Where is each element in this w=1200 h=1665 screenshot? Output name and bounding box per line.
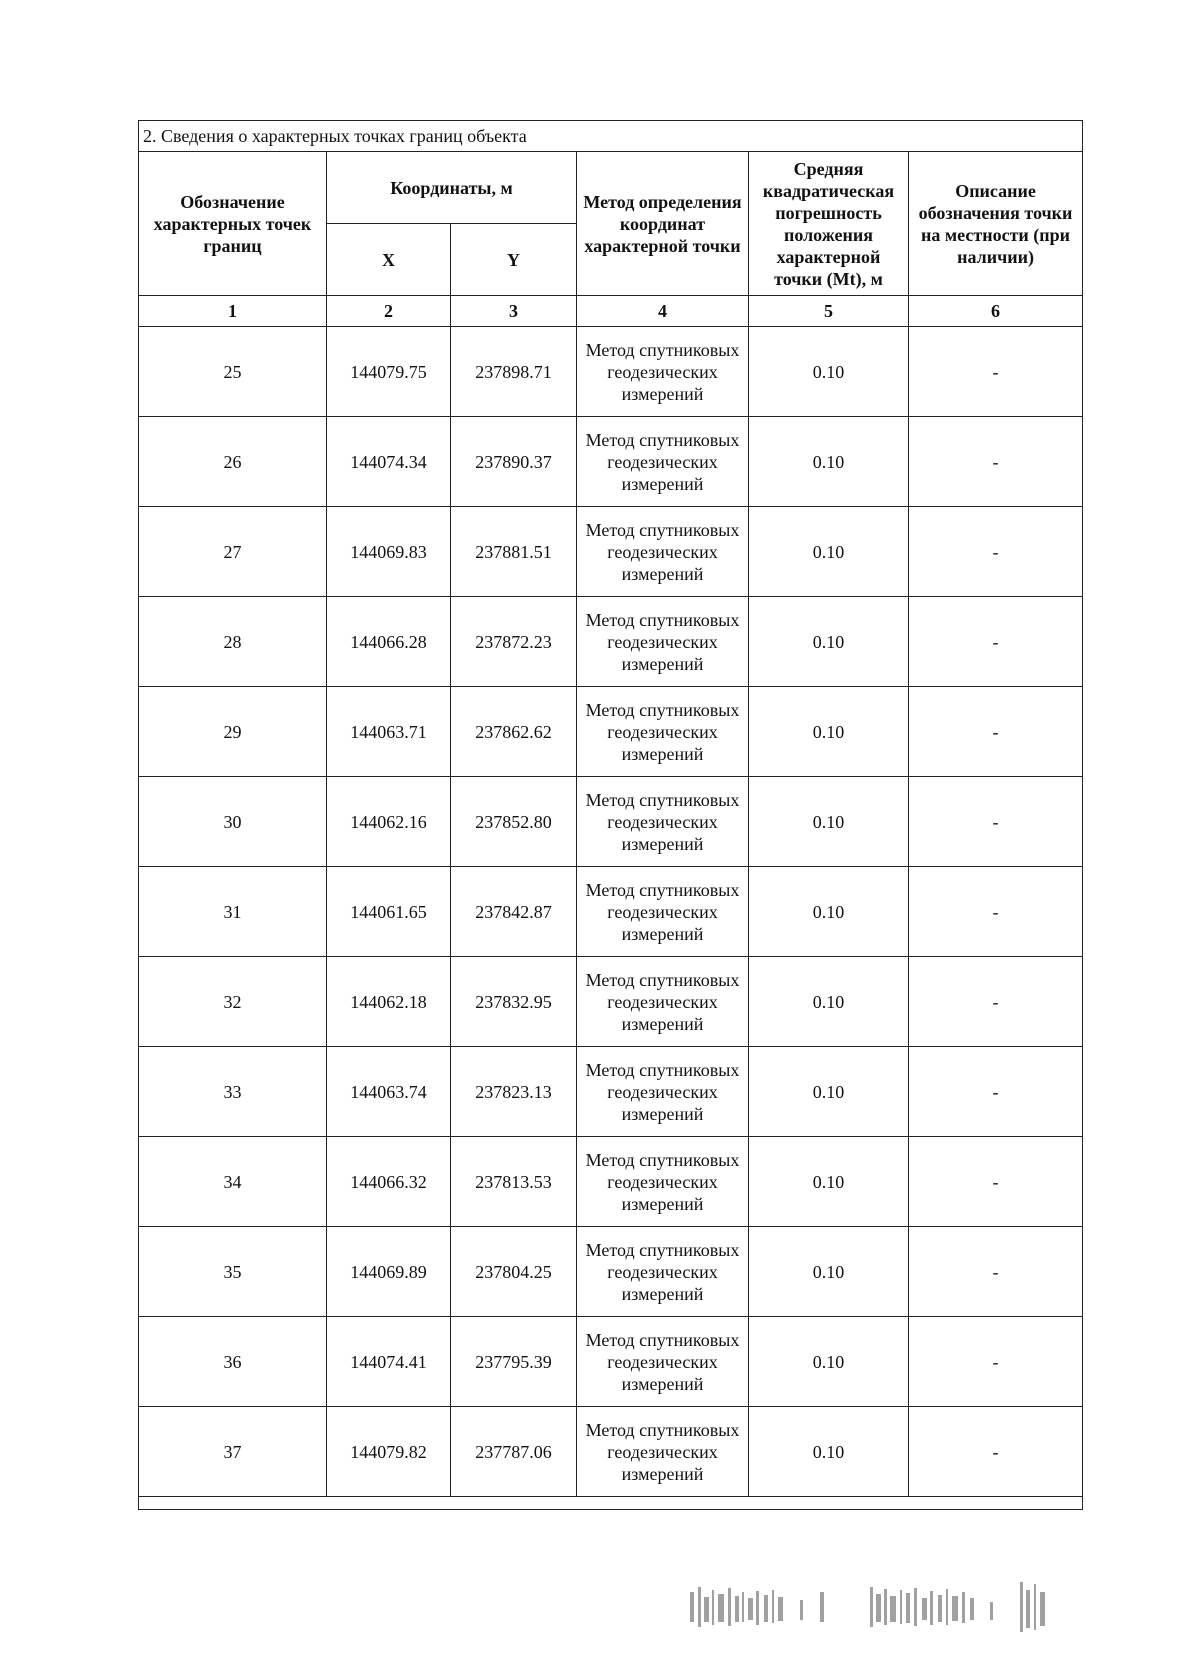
point-cell: 32	[139, 957, 327, 1047]
x-coordinate-cell: 144069.89	[327, 1227, 451, 1317]
table-row	[139, 417, 1083, 507]
point-cell: 26	[139, 417, 327, 507]
point-cell: 27	[139, 507, 327, 597]
method-cell: Метод спутниковых геодезических измерений	[577, 1317, 749, 1407]
error-cell: 0.10	[749, 417, 909, 507]
x-coordinate-cell: 144066.32	[327, 1137, 451, 1227]
error-cell: 0.10	[749, 687, 909, 777]
y-coordinate-cell: 237787.06	[451, 1407, 577, 1497]
table-row	[139, 687, 1083, 777]
description-cell: -	[909, 957, 1083, 1047]
method-cell: Метод спутниковых геодезических измерений	[577, 327, 749, 417]
column-numbers-row	[139, 296, 1083, 327]
table-row	[139, 1137, 1083, 1227]
table-row	[139, 597, 1083, 687]
table-row	[139, 777, 1083, 867]
method-cell: Метод спутниковых геодезических измерений	[577, 957, 749, 1047]
point-cell: 33	[139, 1047, 327, 1137]
error-cell: 0.10	[749, 1227, 909, 1317]
method-cell: Метод спутниковых геодезических измерений	[577, 417, 749, 507]
point-cell: 28	[139, 597, 327, 687]
error-cell: 0.10	[749, 867, 909, 957]
y-coordinate-cell: 237852.80	[451, 777, 577, 867]
point-cell: 29	[139, 687, 327, 777]
seal-stamp-mark	[690, 1572, 1150, 1642]
table-row	[139, 1047, 1083, 1137]
method-cell: Метод спутниковых геодезических измерений	[577, 1137, 749, 1227]
header-method: Метод определения координат характерной точки	[577, 152, 749, 296]
description-cell: -	[909, 1227, 1083, 1317]
x-coordinate-cell: 144062.18	[327, 957, 451, 1047]
point-cell: 31	[139, 867, 327, 957]
point-cell: 34	[139, 1137, 327, 1227]
table-row	[139, 1407, 1083, 1497]
x-coordinate-cell: 144074.34	[327, 417, 451, 507]
method-cell: Метод спутниковых геодезических измерений	[577, 1407, 749, 1497]
y-coordinate-cell: 237862.62	[451, 687, 577, 777]
method-cell: Метод спутниковых геодезических измерений	[577, 507, 749, 597]
y-coordinate-cell: 237813.53	[451, 1137, 577, 1227]
description-cell: -	[909, 1137, 1083, 1227]
error-cell: 0.10	[749, 1317, 909, 1407]
method-cell: Метод спутниковых геодезических измерений	[577, 867, 749, 957]
x-coordinate-cell: 144069.83	[327, 507, 451, 597]
x-coordinate-cell: 144079.75	[327, 327, 451, 417]
description-cell: -	[909, 507, 1083, 597]
description-cell: -	[909, 687, 1083, 777]
table-row	[139, 957, 1083, 1047]
description-cell: -	[909, 1047, 1083, 1137]
method-cell: Метод спутниковых геодезических измерений	[577, 777, 749, 867]
method-cell: Метод спутниковых геодезических измерений	[577, 1227, 749, 1317]
error-cell: 0.10	[749, 1047, 909, 1137]
description-cell: -	[909, 1317, 1083, 1407]
y-coordinate-cell: 237872.23	[451, 597, 577, 687]
column-number: 5	[749, 296, 909, 327]
y-coordinate-cell: 237795.39	[451, 1317, 577, 1407]
header-x: X	[327, 224, 451, 296]
y-coordinate-cell: 237881.51	[451, 507, 577, 597]
x-coordinate-cell: 144061.65	[327, 867, 451, 957]
header-coordinates: Координаты, м	[327, 152, 577, 224]
table-row	[139, 1317, 1083, 1407]
x-coordinate-cell: 144062.16	[327, 777, 451, 867]
description-cell: -	[909, 867, 1083, 957]
y-coordinate-cell: 237842.87	[451, 867, 577, 957]
table-body	[139, 327, 1083, 1497]
error-cell: 0.10	[749, 1407, 909, 1497]
error-cell: 0.10	[749, 327, 909, 417]
x-coordinate-cell: 144079.82	[327, 1407, 451, 1497]
y-coordinate-cell: 237832.95	[451, 957, 577, 1047]
table-row	[139, 1227, 1083, 1317]
column-number: 1	[139, 296, 327, 327]
y-coordinate-cell: 237898.71	[451, 327, 577, 417]
table-row	[139, 867, 1083, 957]
header-description: Описание обозначения точки на местности (при наличии)	[909, 152, 1083, 296]
y-coordinate-cell: 237804.25	[451, 1227, 577, 1317]
description-cell: -	[909, 777, 1083, 867]
method-cell: Метод спутниковых геодезических измерений	[577, 687, 749, 777]
boundary-points-table	[138, 120, 1083, 1510]
header-y: Y	[451, 224, 577, 296]
table-row	[139, 327, 1083, 417]
description-cell: -	[909, 417, 1083, 507]
y-coordinate-cell: 237890.37	[451, 417, 577, 507]
description-cell: -	[909, 1407, 1083, 1497]
description-cell: -	[909, 327, 1083, 417]
y-coordinate-cell: 237823.13	[451, 1047, 577, 1137]
point-cell: 30	[139, 777, 327, 867]
method-cell: Метод спутниковых геодезических измерений	[577, 597, 749, 687]
column-number: 4	[577, 296, 749, 327]
error-cell: 0.10	[749, 507, 909, 597]
point-cell: 36	[139, 1317, 327, 1407]
header-designation: Обозначение характерных точек границ	[139, 152, 327, 296]
method-cell: Метод спутниковых геодезических измерений	[577, 1047, 749, 1137]
point-cell: 37	[139, 1407, 327, 1497]
x-coordinate-cell: 144063.74	[327, 1047, 451, 1137]
column-number: 6	[909, 296, 1083, 327]
x-coordinate-cell: 144063.71	[327, 687, 451, 777]
table-row	[139, 507, 1083, 597]
x-coordinate-cell: 144066.28	[327, 597, 451, 687]
table-footer-row	[139, 1497, 1083, 1510]
error-cell: 0.10	[749, 777, 909, 867]
header-error: Средняя квадратическая погрешность положения характерной точки (Mt), м	[749, 152, 909, 296]
x-coordinate-cell: 144074.41	[327, 1317, 451, 1407]
point-cell: 35	[139, 1227, 327, 1317]
table-footer-cell	[139, 1497, 1083, 1510]
description-cell: -	[909, 597, 1083, 687]
column-number: 3	[451, 296, 577, 327]
section-title: 2. Сведения о характерных точках границ объекта	[139, 121, 1083, 152]
error-cell: 0.10	[749, 957, 909, 1047]
error-cell: 0.10	[749, 1137, 909, 1227]
error-cell: 0.10	[749, 597, 909, 687]
column-number: 2	[327, 296, 451, 327]
point-cell: 25	[139, 327, 327, 417]
